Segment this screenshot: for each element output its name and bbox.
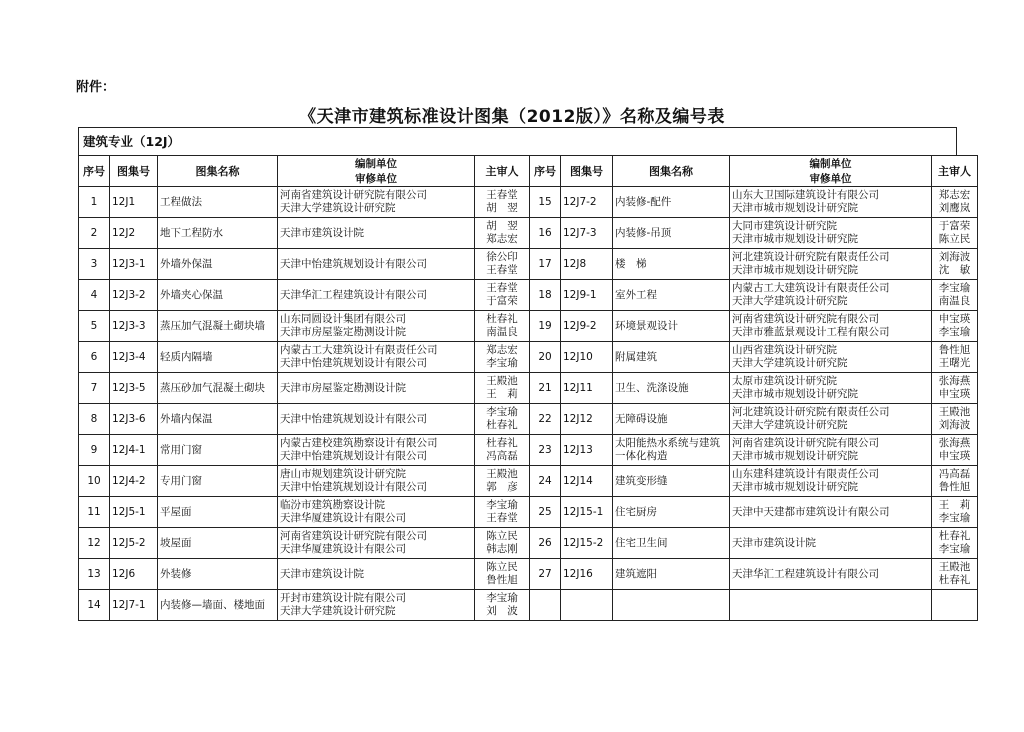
atlas-code: 12J2: [110, 218, 158, 249]
unit-line: 天津中怡建筑规划设计有限公司: [280, 357, 427, 369]
atlas-code: 12J6: [110, 559, 158, 590]
atlas-name: 蒸压加气混凝土砌块墙: [158, 311, 278, 342]
atlas-code: 12J15-1: [561, 497, 613, 528]
row-number: 11: [79, 497, 110, 528]
reviewers: [932, 528, 978, 559]
section-heading: 建筑专业（12J）: [78, 127, 957, 155]
header-name: 图集名称: [158, 156, 278, 187]
header-unit-line2: 审修单位: [355, 173, 397, 185]
reviewer-name: 王殿池: [486, 468, 518, 480]
unit-line: 天津市城市规划设计研究院: [732, 264, 858, 276]
header-no: 序号: [79, 156, 110, 187]
unit-line: 天津市城市规划设计研究院: [732, 202, 858, 214]
unit-line: 河南省建筑设计研究院有限公司: [280, 189, 427, 201]
compiling-units: [278, 497, 475, 528]
compiling-units: [730, 342, 932, 373]
reviewers: [475, 497, 530, 528]
reviewers: [475, 559, 530, 590]
reviewer-name: 陈立民: [486, 561, 518, 573]
atlas-name: 常用门窗: [158, 435, 278, 466]
unit-line: 天津大学建筑设计研究院: [280, 202, 396, 214]
reviewers: [475, 435, 530, 466]
compiling-units: [730, 311, 932, 342]
unit-line: 内蒙古工大建筑设计有限责任公司: [732, 282, 890, 294]
atlas-name: 工程做法: [158, 187, 278, 218]
table-body: [79, 187, 978, 621]
reviewers: [932, 373, 978, 404]
atlas-name: 建筑遮阳: [613, 559, 730, 590]
header-unit-line1: 编制单位: [355, 158, 397, 170]
header-units: [730, 156, 932, 187]
unit-line: 天津中怡建筑规划设计有限公司: [280, 412, 427, 425]
reviewer-name: 申宝瑛: [938, 388, 971, 400]
empty-cell: [730, 590, 932, 621]
reviewer-name: 鲁性旭: [938, 344, 971, 356]
atlas-code: 12J1: [110, 187, 158, 218]
reviewer-name: 王春堂: [486, 264, 518, 276]
reviewer-name: 杜春礼: [486, 437, 518, 449]
reviewers: [475, 249, 530, 280]
atlas-name: 内装修—墙面、楼地面: [158, 590, 278, 621]
atlas-name: 室外工程: [613, 280, 730, 311]
atlas-name: 外装修: [158, 559, 278, 590]
compiling-units: [278, 590, 475, 621]
header-reviewer: 主审人: [475, 156, 530, 187]
unit-line: 天津市城市规划设计研究院: [732, 450, 858, 462]
row-number: 7: [79, 373, 110, 404]
atlas-name: 楼 梯: [613, 249, 730, 280]
reviewer-name: 李宝瑜: [938, 543, 971, 555]
reviewer-name: 王春堂: [486, 282, 518, 294]
table-row: [79, 280, 978, 311]
unit-line: 天津市城市规划设计研究院: [732, 388, 858, 400]
reviewer-name: 冯高磊: [486, 450, 518, 462]
reviewer-name: 李宝瑜: [486, 406, 518, 418]
reviewer-name: 鲁性旭: [486, 574, 518, 586]
unit-line: 山东大卫国际建筑设计有限公司: [732, 189, 879, 201]
standards-table-container: [78, 127, 971, 621]
reviewer-name: 郑志宏: [938, 189, 971, 201]
atlas-name: 住宅卫生间: [613, 528, 730, 559]
unit-line: 天津中怡建筑规划设计有限公司: [280, 481, 427, 493]
reviewers: [932, 466, 978, 497]
atlas-code: 12J7-1: [110, 590, 158, 621]
atlas-code: 12J3-5: [110, 373, 158, 404]
compiling-units: [730, 373, 932, 404]
compiling-units: [278, 404, 475, 435]
unit-line: 天津华汇工程建筑设计有限公司: [280, 288, 427, 301]
atlas-name: 轻质内隔墙: [158, 342, 278, 373]
empty-cell: [613, 590, 730, 621]
table-row: [79, 590, 978, 621]
compiling-units: [278, 218, 475, 249]
atlas-code: 12J3-3: [110, 311, 158, 342]
atlas-name: 建筑变形缝: [613, 466, 730, 497]
reviewers: [475, 466, 530, 497]
compiling-units: [278, 435, 475, 466]
row-number: 17: [530, 249, 561, 280]
unit-line: 唐山市规划建筑设计研究院: [280, 468, 406, 480]
reviewer-name: 郭 彦: [486, 481, 518, 493]
header-unit-line1: 编制单位: [809, 158, 852, 170]
atlas-code: 12J13: [561, 435, 613, 466]
reviewer-name: 刘鹰岚: [938, 202, 971, 214]
row-number: 19: [530, 311, 561, 342]
empty-cell: [932, 590, 978, 621]
atlas-code: 12J3-6: [110, 404, 158, 435]
reviewers: [475, 280, 530, 311]
unit-line: 临汾市建筑勘察设计院: [280, 499, 385, 511]
header-unit-line2: 审修单位: [809, 173, 852, 185]
reviewer-name: 李宝瑜: [938, 282, 971, 294]
atlas-name: 内装修-配件: [613, 187, 730, 218]
table-row: [79, 528, 978, 559]
compiling-units: [278, 373, 475, 404]
row-number: 20: [530, 342, 561, 373]
reviewer-name: 李宝瑜: [938, 512, 971, 524]
reviewer-name: 南温良: [938, 295, 971, 307]
table-row: [79, 497, 978, 528]
reviewer-name: 刘海波: [938, 419, 971, 431]
reviewers: [932, 311, 978, 342]
reviewer-name: 王殿池: [938, 406, 971, 418]
compiling-units: [278, 280, 475, 311]
atlas-name: 平屋面: [158, 497, 278, 528]
header-reviewer: 主审人: [932, 156, 978, 187]
reviewers: [932, 435, 978, 466]
reviewer-name: 杜春礼: [938, 530, 971, 542]
atlas-code: 12J11: [561, 373, 613, 404]
unit-line: 天津市建筑设计院: [280, 567, 364, 580]
header-row: [79, 156, 978, 187]
atlas-name: 太阳能热水系统与建筑一体化构造: [613, 435, 730, 466]
row-number: 24: [530, 466, 561, 497]
unit-line: 山西省建筑设计研究院: [732, 344, 837, 356]
reviewers: [475, 404, 530, 435]
empty-cell: [561, 590, 613, 621]
compiling-units: [278, 187, 475, 218]
unit-line: 天津大学建筑设计研究院: [732, 419, 848, 431]
unit-line: 河北建筑设计研究院有限责任公司: [732, 406, 890, 418]
reviewers: [475, 373, 530, 404]
row-number: 21: [530, 373, 561, 404]
reviewers: [475, 590, 530, 621]
unit-line: 山东同圆设计集团有限公司: [280, 313, 406, 325]
attachment-label: 附件：: [76, 80, 116, 95]
row-number: 4: [79, 280, 110, 311]
atlas-code: 12J10: [561, 342, 613, 373]
reviewer-name: 李宝瑜: [486, 357, 518, 369]
unit-line: 河南省建筑设计研究院有限公司: [732, 437, 879, 449]
unit-line: 大同市建筑设计研究院: [732, 220, 837, 232]
unit-line: 天津市雅蓝景观设计工程有限公司: [732, 326, 890, 338]
unit-line: 天津市房屋鉴定勘测设计院: [280, 381, 406, 394]
compiling-units: [730, 187, 932, 218]
unit-line: 天津华厦建筑设计有限公司: [280, 543, 406, 555]
reviewers: [932, 404, 978, 435]
atlas-code: 12J5-1: [110, 497, 158, 528]
atlas-code: 12J3-2: [110, 280, 158, 311]
row-number: 26: [530, 528, 561, 559]
atlas-name: 蒸压砂加气混凝土砌块: [158, 373, 278, 404]
reviewers: [475, 218, 530, 249]
row-number: 9: [79, 435, 110, 466]
atlas-code: 12J3-4: [110, 342, 158, 373]
row-number: 23: [530, 435, 561, 466]
reviewer-name: 郑志宏: [486, 344, 518, 356]
compiling-units: [730, 404, 932, 435]
compiling-units: [730, 497, 932, 528]
reviewers: [475, 187, 530, 218]
reviewers: [932, 218, 978, 249]
unit-line: 天津华汇工程建筑设计有限公司: [732, 567, 879, 580]
reviewer-name: 李宝瑜: [938, 326, 971, 338]
row-number: 22: [530, 404, 561, 435]
reviewer-name: 刘海波: [938, 251, 971, 263]
unit-line: 天津中天建都市建筑设计有限公司: [732, 505, 890, 518]
table-row: [79, 404, 978, 435]
unit-line: 内蒙古工大建筑设计有限责任公司: [280, 344, 438, 356]
row-number: 3: [79, 249, 110, 280]
reviewer-name: 鲁性旭: [938, 481, 971, 493]
unit-line: 天津市城市规划设计研究院: [732, 481, 858, 493]
unit-line: 河北建筑设计研究院有限责任公司: [732, 251, 890, 263]
header-no: 序号: [530, 156, 561, 187]
compiling-units: [730, 559, 932, 590]
atlas-code: 12J9-2: [561, 311, 613, 342]
unit-line: 天津中怡建筑规划设计有限公司: [280, 257, 427, 270]
row-number: 25: [530, 497, 561, 528]
reviewers: [932, 497, 978, 528]
atlas-code: 12J4-2: [110, 466, 158, 497]
atlas-code: 12J14: [561, 466, 613, 497]
reviewer-name: 胡 翌: [486, 220, 518, 232]
compiling-units: [278, 311, 475, 342]
row-number: 18: [530, 280, 561, 311]
compiling-units: [278, 528, 475, 559]
unit-line: 天津华厦建筑设计有限公司: [280, 512, 406, 524]
compiling-units: [730, 249, 932, 280]
reviewer-name: 陈立民: [938, 233, 971, 245]
atlas-name: 外墙夹心保温: [158, 280, 278, 311]
reviewer-name: 杜春礼: [938, 574, 971, 586]
unit-line: 天津市建筑设计院: [280, 226, 364, 239]
empty-cell: [530, 590, 561, 621]
table-row: [79, 559, 978, 590]
unit-line: 河南省建筑设计研究院有限公司: [732, 313, 879, 325]
table-row: [79, 187, 978, 218]
table-row: [79, 218, 978, 249]
unit-line: 天津中怡建筑规划设计有限公司: [280, 450, 427, 462]
compiling-units: [730, 435, 932, 466]
row-number: 5: [79, 311, 110, 342]
row-number: 10: [79, 466, 110, 497]
atlas-name: 无障碍设施: [613, 404, 730, 435]
atlas-code: 12J5-2: [110, 528, 158, 559]
atlas-code: 12J7-3: [561, 218, 613, 249]
table-row: [79, 373, 978, 404]
reviewers: [475, 528, 530, 559]
atlas-name: 地下工程防水: [158, 218, 278, 249]
header-name: 图集名称: [613, 156, 730, 187]
reviewer-name: 王春堂: [486, 512, 518, 524]
reviewer-name: 徐公印: [486, 251, 518, 263]
reviewer-name: 王殿池: [486, 375, 518, 387]
header-units: [278, 156, 475, 187]
atlas-code: 12J3-1: [110, 249, 158, 280]
reviewer-name: 王曙光: [938, 357, 971, 369]
reviewers: [475, 342, 530, 373]
reviewer-name: 王殿池: [938, 561, 971, 573]
compiling-units: [730, 466, 932, 497]
reviewer-name: 刘 波: [486, 605, 518, 617]
reviewers: [475, 311, 530, 342]
reviewer-name: 南温良: [486, 326, 518, 338]
reviewers: [932, 187, 978, 218]
unit-line: 天津大学建筑设计研究院: [732, 295, 848, 307]
reviewer-name: 王 莉: [486, 388, 518, 400]
reviewer-name: 于富荣: [938, 220, 971, 232]
reviewer-name: 王 莉: [938, 499, 971, 511]
reviewer-name: 郑志宏: [486, 233, 518, 245]
reviewer-name: 胡 翌: [486, 202, 518, 214]
atlas-name: 卫生、洗涤设施: [613, 373, 730, 404]
reviewer-name: 沈 敏: [938, 264, 971, 276]
row-number: 15: [530, 187, 561, 218]
reviewer-name: 陈立民: [486, 530, 518, 542]
row-number: 6: [79, 342, 110, 373]
atlas-name: 外墙内保温: [158, 404, 278, 435]
reviewer-name: 杜春礼: [486, 313, 518, 325]
unit-line: 太原市建筑设计研究院: [732, 375, 837, 387]
unit-line: 天津市房屋鉴定勘测设计院: [280, 326, 406, 338]
reviewer-name: 王春堂: [486, 189, 518, 201]
reviewer-name: 张海燕: [938, 375, 971, 387]
reviewer-name: 张海燕: [938, 437, 971, 449]
row-number: 8: [79, 404, 110, 435]
reviewer-name: 李宝瑜: [486, 592, 518, 604]
unit-line: 天津大学建筑设计研究院: [732, 357, 848, 369]
unit-line: 开封市建筑设计院有限公司: [280, 592, 406, 604]
atlas-name: 住宅厨房: [613, 497, 730, 528]
compiling-units: [730, 218, 932, 249]
header-code: 图集号: [110, 156, 158, 187]
row-number: 13: [79, 559, 110, 590]
compiling-units: [278, 249, 475, 280]
unit-line: 内蒙古建校建筑勘察设计有限公司: [280, 437, 438, 449]
atlas-code: 12J12: [561, 404, 613, 435]
compiling-units: [278, 559, 475, 590]
reviewers: [932, 559, 978, 590]
row-number: 27: [530, 559, 561, 590]
compiling-units: [730, 528, 932, 559]
header-code: 图集号: [561, 156, 613, 187]
unit-line: 山东建科建筑设计有限责任公司: [732, 468, 879, 480]
compiling-units: [730, 280, 932, 311]
atlas-name: 环境景观设计: [613, 311, 730, 342]
unit-line: 河南省建筑设计研究院有限公司: [280, 530, 427, 542]
atlas-code: 12J15-2: [561, 528, 613, 559]
unit-line: 天津市城市规划设计研究院: [732, 233, 858, 245]
reviewers: [932, 342, 978, 373]
atlas-name: 专用门窗: [158, 466, 278, 497]
table-row: [79, 435, 978, 466]
atlas-name: 附属建筑: [613, 342, 730, 373]
standards-table: [78, 155, 978, 621]
atlas-code: 12J4-1: [110, 435, 158, 466]
compiling-units: [278, 342, 475, 373]
compiling-units: [278, 466, 475, 497]
row-number: 2: [79, 218, 110, 249]
row-number: 1: [79, 187, 110, 218]
atlas-name: 内装修-吊顶: [613, 218, 730, 249]
reviewers: [932, 280, 978, 311]
atlas-code: 12J7-2: [561, 187, 613, 218]
table-row: [79, 466, 978, 497]
reviewer-name: 申宝瑛: [938, 313, 971, 325]
atlas-code: 12J16: [561, 559, 613, 590]
reviewer-name: 韩志刚: [486, 543, 518, 555]
document-title: 《天津市建筑标准设计图集（2012版）》名称及编号表: [299, 107, 725, 127]
row-number: 12: [79, 528, 110, 559]
unit-line: 天津市建筑设计院: [732, 536, 816, 549]
reviewer-name: 于富荣: [486, 295, 518, 307]
reviewers: [932, 249, 978, 280]
reviewer-name: 申宝瑛: [938, 450, 971, 462]
table-row: [79, 342, 978, 373]
atlas-name: 坡屋面: [158, 528, 278, 559]
reviewer-name: 冯高磊: [938, 468, 971, 480]
row-number: 14: [79, 590, 110, 621]
reviewer-name: 李宝瑜: [486, 499, 518, 511]
atlas-name: 外墙外保温: [158, 249, 278, 280]
table-row: [79, 311, 978, 342]
row-number: 16: [530, 218, 561, 249]
unit-line: 天津大学建筑设计研究院: [280, 605, 396, 617]
reviewer-name: 杜春礼: [486, 419, 518, 431]
atlas-code: 12J8: [561, 249, 613, 280]
table-row: [79, 249, 978, 280]
atlas-code: 12J9-1: [561, 280, 613, 311]
